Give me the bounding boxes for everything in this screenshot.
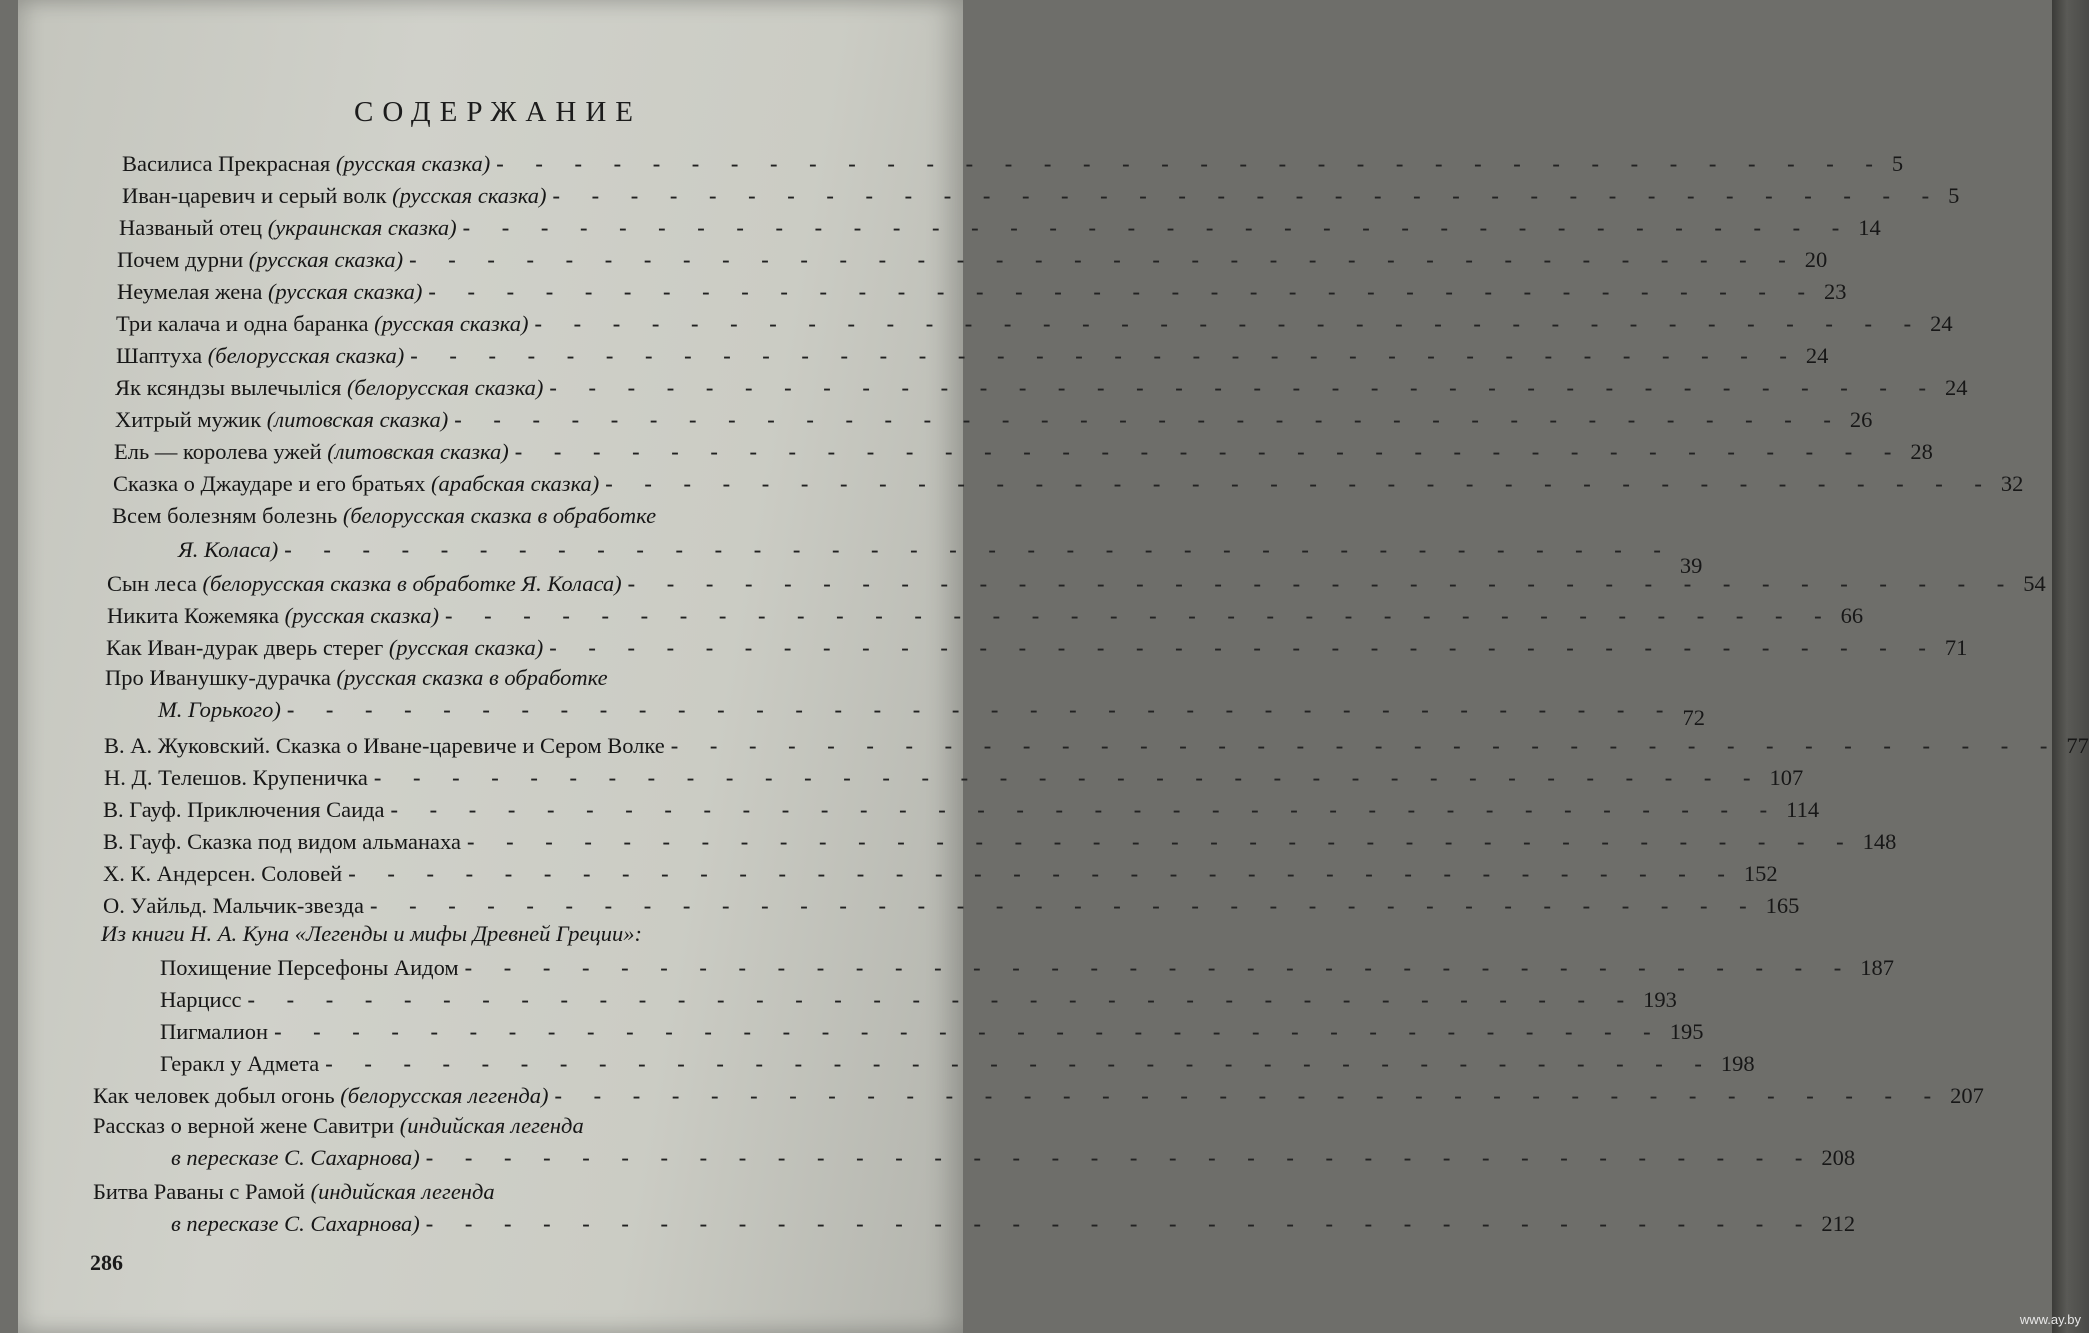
entry-subtitle: (белорусская легенда) bbox=[340, 1083, 549, 1108]
toc-entry bbox=[105, 662, 608, 694]
book-edge bbox=[2052, 0, 2089, 1333]
leader-dots: - - - - - - - - - - - - - - - - - - - - - - - - - - - - - - - - - - - - bbox=[274, 1019, 1664, 1044]
toc-entry-continuation bbox=[171, 1142, 1856, 1174]
entry-subtitle: (украинская сказка) bbox=[267, 215, 457, 240]
leader-dots: - - - - - - - - - - - - - - - - - - - - - - - - - - - - - - - - - - - - bbox=[549, 375, 1940, 400]
entry-title: Нарцисс bbox=[160, 987, 242, 1012]
toc-entry bbox=[103, 794, 1820, 826]
leader-dots: - - - - - - - - - - - - - - - - - - - - - - - - - - - - - - - - - - - - bbox=[325, 1051, 1715, 1076]
entry-page: 148 bbox=[1862, 829, 1897, 854]
entry-title: Иван-царевич и серый волк bbox=[122, 183, 393, 208]
section-heading: Из книги Н. А. Куна «Легенды и мифы Древней Греции»: bbox=[101, 921, 642, 946]
entry-subtitle-continuation: в пересказе С. Сахарнова) bbox=[171, 1211, 420, 1236]
leader-dots: - - - - - - - - - - - - - - - - - - - - - - - - - - - - - - - - - - - - bbox=[410, 343, 1800, 368]
entry-subtitle: (русская сказка) bbox=[388, 635, 544, 660]
toc-entry bbox=[160, 984, 1677, 1016]
leader-dots: - - - - - - - - - - - - - - - - - - - - - - - - - - - - - - - - - - - - bbox=[627, 571, 2018, 596]
leader-dots: - - - - - - - - - - - - - - - - - - - - - - - - - - - - - - - - - - - - bbox=[428, 279, 1818, 304]
entry-title: Битва Раваны с Рамой bbox=[93, 1179, 311, 1204]
contents-heading: СОДЕРЖАНИЕ bbox=[354, 96, 642, 128]
entry-title: В. А. Жуковский. Сказка о Иване-царевиче и Сером Волке bbox=[104, 733, 665, 758]
entry-title: Всем болезням болезнь bbox=[112, 503, 343, 528]
entry-title: Х. К. Андерсен. Соловей bbox=[103, 861, 343, 886]
leader-dots: - - - - - - - - - - - - - - - - - - - - - - - - - - - - - - - - - - - - bbox=[409, 247, 1799, 272]
entry-subtitle: (белорусская сказка в обработке Я. Коласа) bbox=[202, 571, 622, 596]
page-number: 286 bbox=[90, 1250, 123, 1275]
entry-subtitle: (арабская сказка) bbox=[431, 471, 600, 496]
leader-dots: - - - - - - - - - - - - - - - - - - - - - - - - - - - - - - - - - - - - bbox=[425, 1211, 1816, 1236]
entry-title: Как человек добыл огонь bbox=[93, 1083, 341, 1108]
toc-entry bbox=[117, 244, 1828, 276]
toc-entry bbox=[107, 568, 2046, 600]
toc-entry bbox=[115, 372, 1968, 404]
entry-title: Сказка о Джаударе и его братьях bbox=[113, 471, 432, 496]
entry-page: 5 bbox=[1891, 151, 1904, 176]
entry-page: 193 bbox=[1643, 987, 1677, 1012]
entry-page: 207 bbox=[1950, 1083, 1984, 1108]
entry-subtitle: (белорусская сказка в обработке bbox=[342, 503, 657, 528]
leader-dots: - - - - - - - - - - - - - - - - - - - - - - - - - - - - - - - - - - - - bbox=[670, 733, 2061, 758]
toc-entry-continuation bbox=[178, 534, 1703, 578]
leader-dots: - - - - - - - - - - - - - - - - - - - - - - - - - - - - - - - - - - - - bbox=[549, 635, 1939, 660]
leader-dots: - - - - - - - - - - - - - - - - - - - - - - - - - - - - - - - - - - - - bbox=[554, 1083, 1945, 1108]
entry-page: 14 bbox=[1858, 215, 1881, 240]
toc-entry bbox=[160, 1048, 1755, 1080]
toc-entry bbox=[114, 436, 1933, 468]
entry-subtitle: (русская сказка в обработке bbox=[336, 665, 608, 690]
leader-dots: - - - - - - - - - - - - - - - - - - - - - - - - - - - - - - - - - - - - bbox=[514, 439, 1905, 464]
entry-subtitle: (литовская сказка) bbox=[327, 439, 509, 464]
entry-page: 114 bbox=[1786, 797, 1820, 822]
toc-entry bbox=[106, 632, 1968, 664]
entry-page: 198 bbox=[1720, 1051, 1755, 1076]
entry-page: 26 bbox=[1849, 407, 1873, 432]
entry-page: 195 bbox=[1669, 1019, 1704, 1044]
entry-title: Шаптуха bbox=[116, 343, 208, 368]
leader-dots: - - - - - - - - - - - - - - - - - - - - - - - - - - - - - - - - - - - - bbox=[348, 861, 1738, 886]
toc-entry-continuation bbox=[171, 1208, 1856, 1240]
entry-title: Похищение Персефоны Аидом bbox=[160, 955, 459, 980]
toc-entry bbox=[160, 1016, 1704, 1048]
entry-page: 54 bbox=[2023, 571, 2046, 596]
entry-title: Ель — королева ужей bbox=[114, 439, 328, 464]
toc-entry bbox=[160, 952, 1895, 984]
toc-entry bbox=[103, 858, 1778, 890]
entry-subtitle: (белорусская сказка) bbox=[207, 343, 405, 368]
entry-title: Как Иван-дурак дверь стерег bbox=[106, 635, 389, 660]
entry-page: 152 bbox=[1743, 861, 1778, 886]
entry-page: 208 bbox=[1821, 1145, 1856, 1170]
entry-subtitle: (русская сказка) bbox=[284, 603, 439, 628]
leader-dots: - - - - - - - - - - - - - - - - - - - - - - - - - - - - - - - - - - - - bbox=[454, 407, 1844, 432]
entry-title: В. Гауф. Приключения Саида bbox=[103, 797, 385, 822]
toc-entry bbox=[122, 180, 1960, 212]
entry-page: 66 bbox=[1840, 603, 1864, 628]
entry-page: 32 bbox=[2000, 471, 2024, 496]
leader-dots: - - - - - - - - - - - - - - - - - - - - - - - - - - - - - - - - - - - - bbox=[464, 955, 1855, 980]
entry-page: 28 bbox=[1910, 439, 1933, 464]
entry-title: О. Уайльд. Мальчик-звезда bbox=[103, 893, 364, 918]
toc-entry bbox=[115, 404, 1873, 436]
toc-entry bbox=[93, 1080, 1984, 1112]
leader-dots: - - - - - - - - - - - - - - - - - - - - - - - - - - - - - - - - - - - - bbox=[605, 471, 1995, 496]
entry-title: Три калача и одна баранка bbox=[116, 311, 375, 336]
entry-page: 24 bbox=[1930, 311, 1953, 336]
entry-subtitle: (русская сказка) bbox=[374, 311, 529, 336]
toc-entry bbox=[116, 308, 1953, 340]
entry-page: 72 bbox=[1682, 705, 1705, 730]
entry-title: Рассказ о верной жене Савитри bbox=[93, 1113, 400, 1138]
entry-subtitle: (русская сказка) bbox=[335, 151, 491, 176]
entry-page: 23 bbox=[1823, 279, 1847, 304]
entry-title: Хитрый мужик bbox=[115, 407, 267, 432]
entry-page: 187 bbox=[1860, 955, 1895, 980]
entry-title: Почем дурни bbox=[117, 247, 249, 272]
entry-page: 165 bbox=[1765, 893, 1800, 918]
toc-entry bbox=[93, 1176, 495, 1208]
toc-entry bbox=[104, 762, 1804, 794]
entry-subtitle-continuation: в пересказе С. Сахарнова) bbox=[171, 1145, 420, 1170]
entry-subtitle: (белорусская сказка) bbox=[346, 375, 544, 400]
entry-page: 39 bbox=[1679, 553, 1703, 578]
leader-dots: - - - - - - - - - - - - - - - - - - - - - - - - - - - - - - - - - - - - bbox=[369, 893, 1760, 918]
toc-entry bbox=[116, 340, 1829, 372]
entry-title: Никита Кожемяка bbox=[107, 603, 285, 628]
toc-entry bbox=[113, 468, 2024, 500]
leader-dots: - - - - - - - - - - - - - - - - - - - - - - - - - - - - - - - - - - - - bbox=[445, 603, 1835, 628]
entry-title: Названый отец bbox=[119, 215, 268, 240]
leader-dots: - - - - - - - - - - - - - - - - - - - - - - - - - - - - - - - - - - - - bbox=[462, 215, 1853, 240]
entry-page: 77 bbox=[2066, 733, 2089, 758]
entry-page: 107 bbox=[1769, 765, 1804, 790]
leader-dots: - - - - - - - - - - - - - - - - - - - - - - - - - - - - - - - - - - - - bbox=[247, 987, 1638, 1012]
entry-subtitle-continuation: М. Горького) bbox=[158, 697, 281, 722]
entry-page: 71 bbox=[1944, 635, 1968, 660]
toc-entry bbox=[93, 1110, 584, 1142]
leader-dots: - - - - - - - - - - - - - - - - - - - - - - - - - - - - - - - - - - - - bbox=[286, 697, 1677, 722]
entry-title: Василиса Прекрасная bbox=[122, 151, 336, 176]
entry-page: 212 bbox=[1821, 1211, 1856, 1236]
watermark: www.ay.by bbox=[2019, 1312, 2081, 1327]
leader-dots: - - - - - - - - - - - - - - - - - - - - - - - - - - - - - - - - - - - - bbox=[373, 765, 1764, 790]
entry-title: В. Гауф. Сказка под видом альманаха bbox=[103, 829, 461, 854]
entry-subtitle: (русская сказка) bbox=[248, 247, 404, 272]
entry-subtitle: (литовская сказка) bbox=[266, 407, 449, 432]
entry-title: Неумелая жена bbox=[117, 279, 268, 304]
toc-entry bbox=[112, 500, 656, 532]
toc-entry bbox=[119, 212, 1881, 244]
toc-entry bbox=[104, 730, 2089, 762]
leader-dots: - - - - - - - - - - - - - - - - - - - - - - - - - - - - - - - - - - - - bbox=[390, 797, 1781, 822]
toc-entry-continuation bbox=[158, 694, 1705, 730]
entry-title: Н. Д. Телешов. Крупеничка bbox=[104, 765, 368, 790]
toc-entry bbox=[107, 600, 1864, 632]
entry-page: 20 bbox=[1804, 247, 1828, 272]
leader-dots: - - - - - - - - - - - - - - - - - - - - - - - - - - - - - - - - - - - - bbox=[425, 1145, 1816, 1170]
toc-entry bbox=[122, 148, 1904, 180]
entry-subtitle: (индийская легенда bbox=[310, 1179, 495, 1204]
leader-dots: - - - - - - - - - - - - - - - - - - - - - - - - - - - - - - - - - - - - bbox=[466, 829, 1857, 854]
entry-page: 24 bbox=[1805, 343, 1829, 368]
leader-dots: - - - - - - - - - - - - - - - - - - - - - - - - - - - - - - - - - - - - bbox=[534, 311, 1925, 336]
entry-subtitle: (индийская легенда bbox=[399, 1113, 584, 1138]
entry-title: Сын леса bbox=[107, 571, 203, 596]
leader-dots: - - - - - - - - - - - - - - - - - - - - - - - - - - - - - - - - - - - - bbox=[496, 151, 1886, 176]
toc-entry bbox=[117, 276, 1847, 308]
entry-title: Як ксяндзы вылечылiся bbox=[115, 375, 347, 400]
entry-subtitle: (русская сказка) bbox=[392, 183, 547, 208]
entry-title: Пигмалион bbox=[160, 1019, 269, 1044]
toc-entry bbox=[103, 826, 1897, 858]
entry-subtitle-continuation: Я. Коласа) bbox=[178, 537, 279, 562]
leader-dots: - - - - - - - - - - - - - - - - - - - - - - - - - - - - - - - - - - - - bbox=[552, 183, 1943, 208]
entry-title: Про Иванушку-дурачка bbox=[105, 665, 337, 690]
entry-page: 24 bbox=[1945, 375, 1968, 400]
entry-page: 5 bbox=[1948, 183, 1960, 208]
leader-dots: - - - - - - - - - - - - - - - - - - - - - - - - - - - - - - - - - - - - bbox=[284, 537, 1674, 562]
entry-title: Геракл у Адмета bbox=[160, 1051, 320, 1076]
entry-subtitle: (русская сказка) bbox=[267, 279, 423, 304]
